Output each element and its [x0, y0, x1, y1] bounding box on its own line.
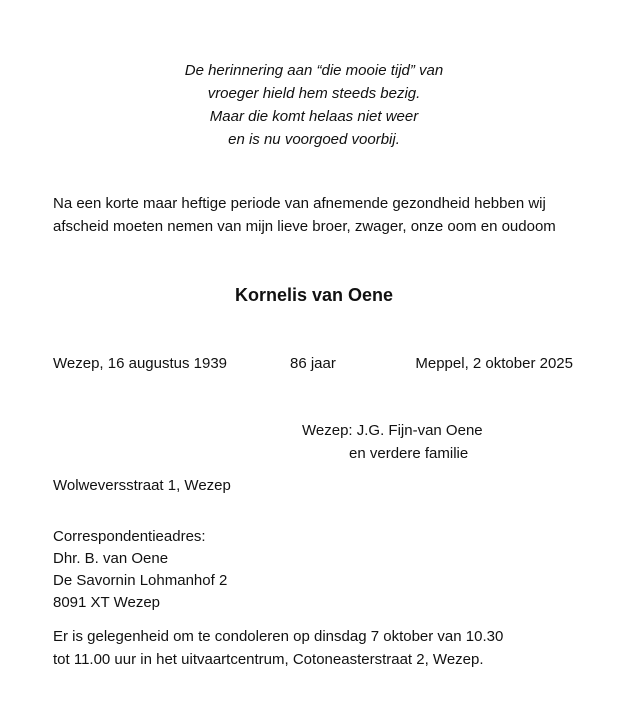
poem-line: De herinnering aan “die mooie tijd” van — [184, 62, 444, 79]
correspondence-city: 8091 XT Wezep — [53, 594, 161, 611]
intro-line: Na een korte maar heftige periode van afnemende gezondheid hebben wij — [53, 195, 546, 212]
condolence-line: Er is gelegenheid om te condoleren op dinsdag 7 oktober van 10.30 — [53, 628, 504, 645]
correspondence-address — [53, 526, 227, 614]
condolence-line: tot 11.00 uur in het uitvaartcentrum, Cotoneasterstraat 2, Wezep. — [53, 651, 484, 668]
life-dates — [53, 352, 573, 375]
poem — [0, 59, 628, 151]
birth-date: Wezep, 16 augustus 1939 — [53, 355, 228, 372]
poem-line: Maar die komt helaas niet weer — [209, 108, 419, 125]
home-address: Wolweversstraat 1, Wezep — [53, 477, 231, 494]
family-line: en verdere familie — [349, 445, 469, 462]
family-signature — [302, 419, 483, 465]
condolence-info — [53, 625, 503, 671]
correspondence-name: Dhr. B. van Oene — [53, 550, 169, 567]
correspondence-street: De Savornin Lohmanhof 2 — [53, 572, 228, 589]
correspondence-label: Correspondentieadres: — [53, 528, 206, 545]
intro-text — [53, 192, 593, 238]
intro-line: afscheid moeten nemen van mijn lieve broer, zwager, onze oom en oudoom — [53, 218, 556, 235]
poem-line: vroeger hield hem steeds bezig. — [207, 85, 421, 102]
death-date: Meppel, 2 oktober 2025 — [415, 355, 573, 372]
deceased-name: Kornelis van Oene — [234, 285, 394, 305]
age: 86 jaar — [290, 355, 336, 372]
family-line: Wezep: J.G. Fijn-van Oene — [302, 422, 483, 439]
poem-line: en is nu voorgoed voorbij. — [228, 131, 400, 148]
